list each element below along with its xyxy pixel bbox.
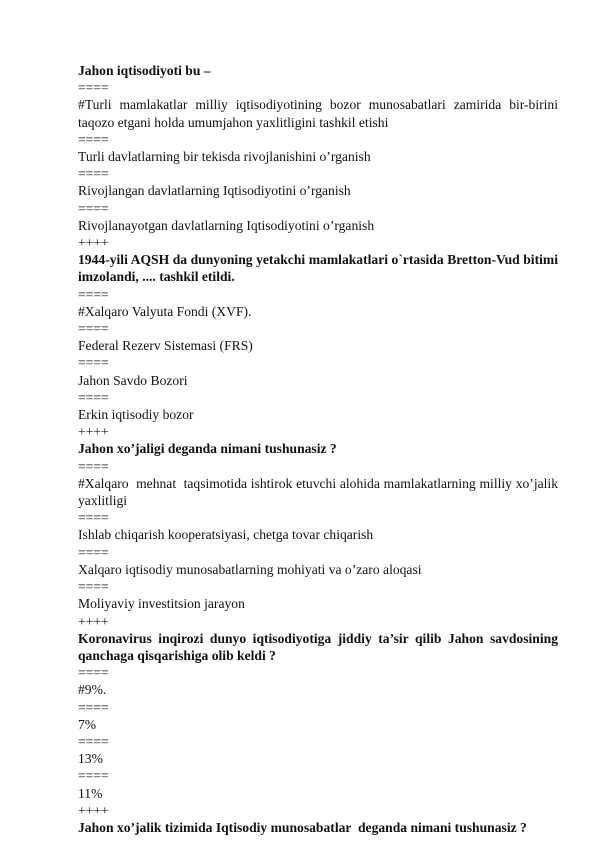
answer-option: Federal Rezerv Sistemasi (FRS) bbox=[78, 338, 253, 354]
separator: ==== bbox=[78, 579, 109, 595]
answer-option: #Xalqaro Valyuta Fondi (XVF). bbox=[78, 303, 252, 319]
separator: ==== bbox=[78, 286, 109, 302]
answer-option: #9%. bbox=[78, 682, 107, 698]
separator: ==== bbox=[78, 131, 109, 147]
separator: ==== bbox=[78, 80, 109, 96]
answer-option: Ishlab chiqarish kooperatsiyasi, chetga tovar chiqarish bbox=[78, 527, 374, 543]
answer-option: Jahon Savdo Bozori bbox=[78, 372, 188, 388]
question-text: Jahon xo’jaligi deganda nimani tushunasiz ? bbox=[78, 441, 337, 457]
document-page bbox=[78, 62, 562, 836]
separator: ==== bbox=[78, 166, 109, 182]
separator: ==== bbox=[78, 699, 109, 715]
question-text: Jahon xo’jalik tizimida Iqtisodiy munosabatlar deganda nimani tushunasiz ? bbox=[78, 819, 527, 835]
answer-option: #Xalqaro mehnat taqsimotida ishtirok etuvchi alohida mamlakatlarning milliy xo’jalik yaxlitligi bbox=[78, 475, 562, 509]
answer-option: Erkin iqtisodiy bozor bbox=[78, 407, 194, 423]
answer-option: Rivojlangan davlatlarning Iqtisodiyotini o’rganish bbox=[78, 183, 351, 199]
question-separator: ++++ bbox=[78, 613, 109, 629]
answer-option: Turli davlatlarning bir tekisda rivojlanishini o’rganish bbox=[78, 149, 371, 165]
separator: ==== bbox=[78, 544, 109, 560]
answer-option: 11% bbox=[78, 785, 103, 801]
question-separator: ++++ bbox=[78, 802, 109, 818]
answer-option: Rivojlanayotgan davlatlarning Iqtisodiyotini o’rganish bbox=[78, 217, 375, 233]
separator: ==== bbox=[78, 510, 109, 526]
separator: ==== bbox=[78, 665, 109, 681]
question-separator: ++++ bbox=[78, 424, 109, 440]
separator: ==== bbox=[78, 355, 109, 371]
answer-option: 13% bbox=[78, 751, 103, 767]
separator: ==== bbox=[78, 200, 109, 216]
separator: ==== bbox=[78, 733, 109, 749]
answer-option: #Turli mamlakatlar milliy iqtisodiyotining bozor munosabatlari zamirida bir-birini taqozo etgani holda umumjahon yaxlitligini tashkil etishi bbox=[78, 97, 558, 130]
answer-option: Moliyaviy investitsion jarayon bbox=[78, 596, 245, 612]
question-text: 1944-yili AQSH da dunyoning yetakchi mamlakatlari o`rtasida Bretton-Vud bitimi imzolandi, .... tashkil etildi. bbox=[78, 252, 558, 285]
separator: ==== bbox=[78, 458, 109, 474]
answer-option: 7% bbox=[78, 716, 97, 732]
question-separator: ++++ bbox=[78, 235, 109, 251]
question-text: Koronavirus inqirozi dunyo iqtisodiyotiga jiddiy ta’sir qilib Jahon savdosining qanchaga qisqarishiga olib keldi ? bbox=[78, 630, 558, 663]
separator: ==== bbox=[78, 768, 109, 784]
answer-option: Xalqaro iqtisodiy munosabatlarning mohiyati va o’zaro aloqasi bbox=[78, 561, 422, 577]
separator: ==== bbox=[78, 389, 109, 405]
separator: ==== bbox=[78, 321, 109, 337]
question-text: Jahon iqtisodiyoti bu – bbox=[78, 63, 211, 78]
